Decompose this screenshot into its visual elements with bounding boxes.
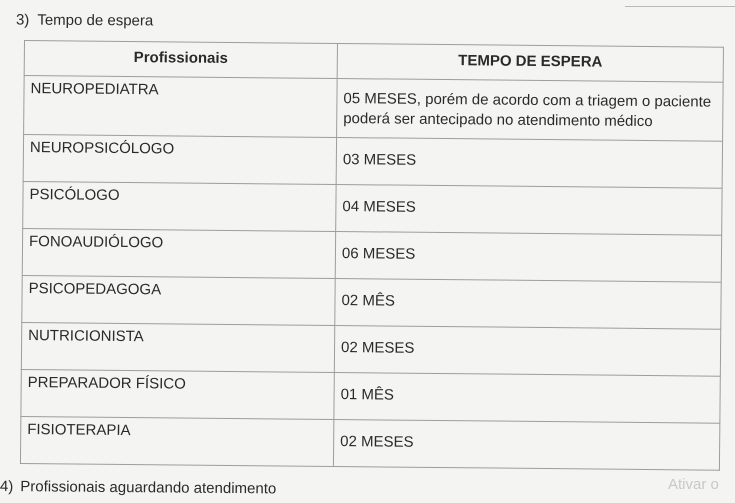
cell-profissional: PSICOPEDAGOGA xyxy=(22,275,335,325)
cell-tempo: 02 MÊS xyxy=(335,278,721,329)
table-row xyxy=(22,228,721,282)
table-row xyxy=(23,181,722,235)
cell-profissional: PREPARADOR FÍSICO xyxy=(21,369,334,419)
cell-tempo: 06 MESES xyxy=(335,232,721,283)
cell-profissional: FONOAUDIÓLOGO xyxy=(22,228,335,278)
cell-profissional: FISIOTERAPIA xyxy=(20,416,333,466)
section-heading xyxy=(16,12,153,30)
cell-tempo: 04 MESES xyxy=(336,185,722,236)
table-row xyxy=(22,275,721,329)
cell-profissional: NUTRICIONISTA xyxy=(21,322,334,372)
next-section-title: Profissionais aguardando atendimento xyxy=(20,478,277,498)
table-row xyxy=(23,135,722,189)
cell-profissional: PSICÓLOGO xyxy=(23,181,336,231)
cell-tempo: 01 MÊS xyxy=(334,372,720,423)
table-row xyxy=(20,416,719,470)
header-profissionais: Profissionais xyxy=(24,41,337,79)
section-title: Tempo de espera xyxy=(37,11,154,30)
table-row xyxy=(21,322,720,376)
cell-profissional: NEUROPSICÓLOGO xyxy=(23,135,336,185)
table xyxy=(20,40,724,471)
section-number: 3) xyxy=(15,11,30,29)
cell-tempo: 03 MESES xyxy=(336,138,722,189)
header-tempo-de-espera: TEMPO DE ESPERA xyxy=(337,44,723,83)
next-section-number: 4) xyxy=(0,478,14,496)
cell-profissional: NEUROPEDIATRA xyxy=(24,76,338,138)
top-rule xyxy=(625,0,735,7)
cell-tempo: 02 MESES xyxy=(334,325,720,376)
table-row xyxy=(21,369,720,423)
cell-tempo: 05 MESES, porém de acordo com a triagem o paciente poderá ser antecipado no atendimento médico xyxy=(337,79,724,142)
cell-tempo: 02 MESES xyxy=(333,419,719,470)
waiting-time-table xyxy=(20,40,724,471)
table-row xyxy=(24,76,724,142)
next-section-heading xyxy=(0,478,276,497)
activation-watermark: Ativar o xyxy=(668,476,719,493)
